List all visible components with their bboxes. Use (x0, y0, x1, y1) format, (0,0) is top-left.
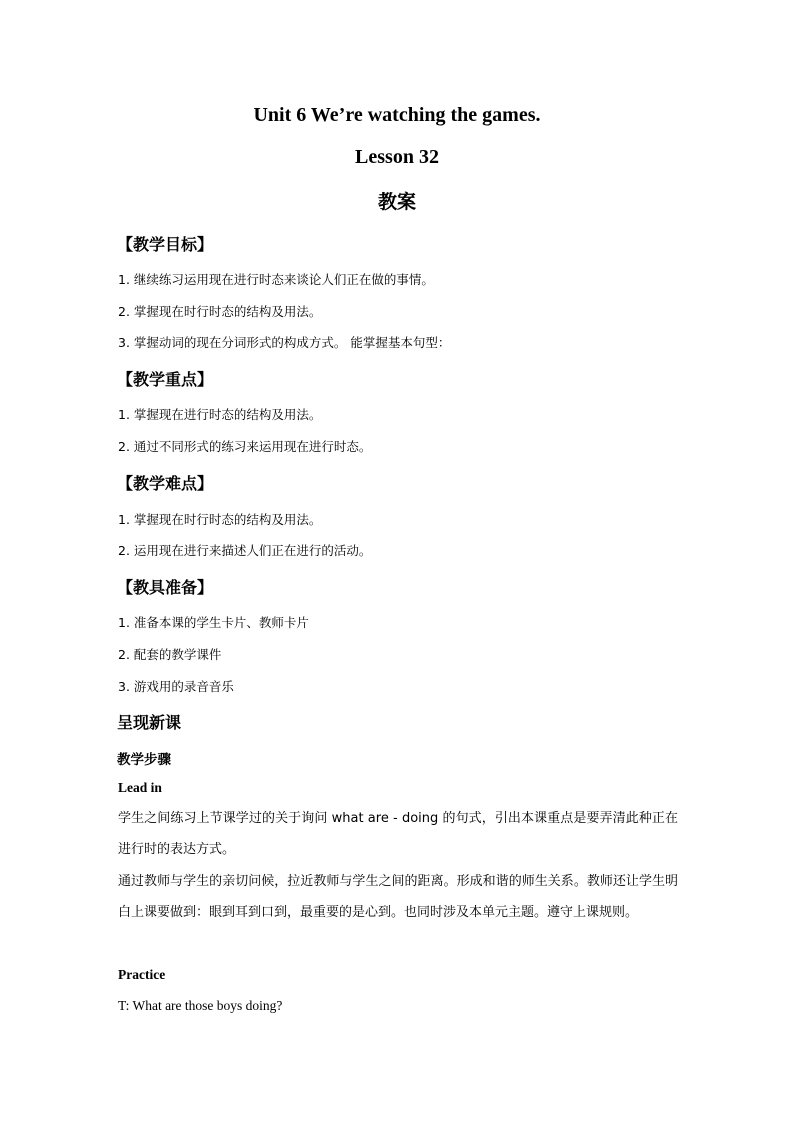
goals-heading: 【教学目标】 (117, 235, 214, 254)
practice-line: T: What are those boys doing? (118, 998, 283, 1013)
unit-title: Unit 6 We’re watching the games. (253, 104, 541, 126)
new-lesson-heading: 呈现新课 (117, 713, 182, 732)
lead-in-paragraph-2: 通过教师与学生的亲切问候，拉近教师与学生之间的距离。形成和谐的师生关系。教师还让学生明白上课要做到：眼到耳到口到，最重要的是心到。也同时涉及本单元主题。遵守上课规则。 (118, 874, 678, 920)
key-points-heading: 【教学重点】 (117, 370, 214, 389)
lesson-title: Lesson 32 (355, 146, 439, 168)
key-points-item: 2. 通过不同形式的练习来运用现在进行时态。 (118, 439, 372, 454)
key-points-item: 1. 掌握现在进行时态的结构及用法。 (118, 407, 322, 422)
plan-title: 教案 (377, 191, 416, 213)
difficulties-item: 1. 掌握现在时行时态的结构及用法。 (118, 512, 322, 527)
steps-label: 教学步骤 (117, 752, 171, 768)
aids-heading: 【教具准备】 (117, 578, 214, 597)
lead-in-paragraph-1: 学生之间练习上节课学过的关于询问 what are - doing 的句式，引出本课重点是要弄清此种正在进行时的表达方式。 (118, 811, 678, 857)
goals-item: 2. 掌握现在时行时态的结构及用法。 (118, 304, 322, 319)
aids-item: 1. 准备本课的学生卡片、教师卡片 (118, 615, 309, 630)
lead-in-label: Lead in (118, 780, 162, 795)
goals-item: 3. 掌握动词的现在分词形式的构成方式。 能掌握基本句型： (118, 335, 451, 350)
difficulties-item: 2. 运用现在进行来描述人们正在进行的活动。 (118, 543, 372, 558)
goals-item: 1. 继续练习运用现在进行时态来谈论人们正在做的事情。 (118, 272, 434, 287)
difficulties-heading: 【教学难点】 (117, 474, 214, 493)
practice-label: Practice (118, 967, 166, 982)
aids-item: 3. 游戏用的录音音乐 (118, 679, 234, 694)
aids-item: 2. 配套的教学课件 (118, 647, 222, 662)
